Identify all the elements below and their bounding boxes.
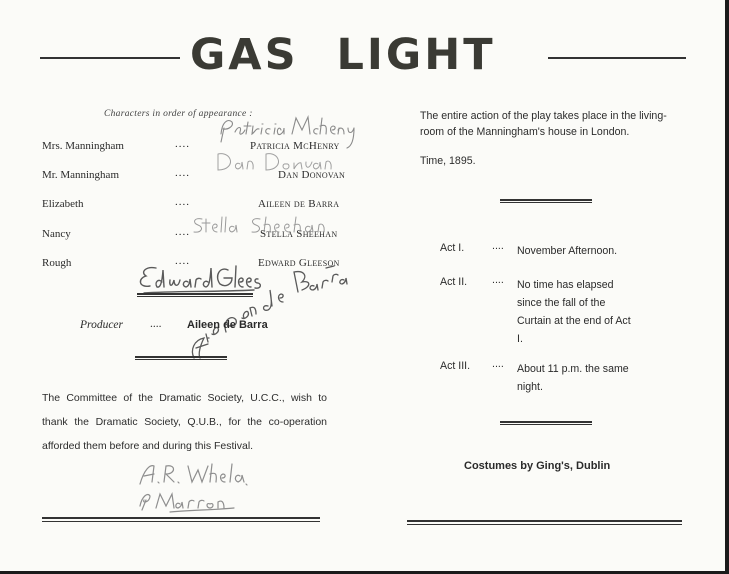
cast-row xyxy=(42,140,342,156)
signature-a-r-whelan xyxy=(136,460,252,520)
leader-dots: .... xyxy=(175,138,190,150)
producer-name: Aileen de Barra xyxy=(187,319,268,331)
role-name: Rough xyxy=(42,257,72,269)
act-label: Act II. xyxy=(440,276,468,288)
setting-description: The entire action of the play takes place in the living-room of the Manningham's house in London. xyxy=(420,110,667,138)
page-edge-right xyxy=(725,0,729,574)
cast-row xyxy=(42,257,342,273)
signature-aileen-de-barra xyxy=(186,262,354,362)
left-bottom-rule xyxy=(42,517,320,519)
left-bottom-rule-2 xyxy=(42,521,320,522)
act-label: Act I. xyxy=(440,242,465,254)
right-bottom-rule-2 xyxy=(407,524,682,525)
setting-rule xyxy=(500,199,592,201)
role-name: Nancy xyxy=(42,228,71,240)
leader-dots: .... xyxy=(150,318,162,330)
actor-name: Stella Sheehan xyxy=(260,228,338,240)
leader-dots: .... xyxy=(492,358,504,370)
role-name: Mrs. Manningham xyxy=(42,140,124,152)
cast-row xyxy=(42,198,342,214)
act-description: November Afternoon. xyxy=(517,245,618,257)
producer-label: Producer xyxy=(80,319,124,331)
costumes-credit: Costumes by Ging's, Dublin xyxy=(464,460,611,472)
leader-dots: .... xyxy=(175,226,190,238)
producer-line xyxy=(80,319,340,335)
thanks-paragraph: The Committee of the Dramatic Society, U.C.C., wish to thank the Dramatic Society, Q.U.B., for the co-operation afforded them before and during this Festival. xyxy=(42,392,327,452)
leader-dots: .... xyxy=(175,167,190,179)
leader-dots: .... xyxy=(492,240,504,252)
acts-rule-2 xyxy=(500,424,592,425)
leader-dots: .... xyxy=(492,274,504,286)
cast-row xyxy=(42,167,346,185)
actor-name: Patricia McHenry xyxy=(250,140,340,152)
producer-rule-2 xyxy=(135,359,227,360)
title-rule-right xyxy=(548,57,686,59)
title-rule-left xyxy=(40,57,180,59)
role-name: Mr. Manningham xyxy=(42,169,119,181)
act-description: About 11 p.m. the same night. xyxy=(517,363,629,393)
cast-row xyxy=(42,228,342,244)
role-name: Elizabeth xyxy=(42,198,84,210)
act-label: Act III. xyxy=(440,360,471,372)
acts-rule xyxy=(500,421,592,423)
leader-dots: .... xyxy=(175,196,190,208)
producer-rule xyxy=(135,356,227,358)
setting-rule-2 xyxy=(500,202,592,203)
actor-name: Dan Donovan xyxy=(278,169,346,181)
time-period: Time, 1895. xyxy=(420,155,476,167)
act-description: No time has elapsed since the fall of the Curtain at the end of Act I. xyxy=(517,279,631,345)
actor-name: Edward Gleeson xyxy=(258,257,340,269)
cast-rule-short xyxy=(137,293,253,295)
actor-name: Aileen de Barra xyxy=(258,198,340,210)
page-title: GAS LIGHT xyxy=(190,30,496,80)
cast-heading: Characters in order of appearance : xyxy=(104,109,253,119)
right-bottom-rule xyxy=(407,520,682,522)
cast-rule-short-2 xyxy=(137,296,253,297)
leader-dots: .... xyxy=(175,255,190,267)
